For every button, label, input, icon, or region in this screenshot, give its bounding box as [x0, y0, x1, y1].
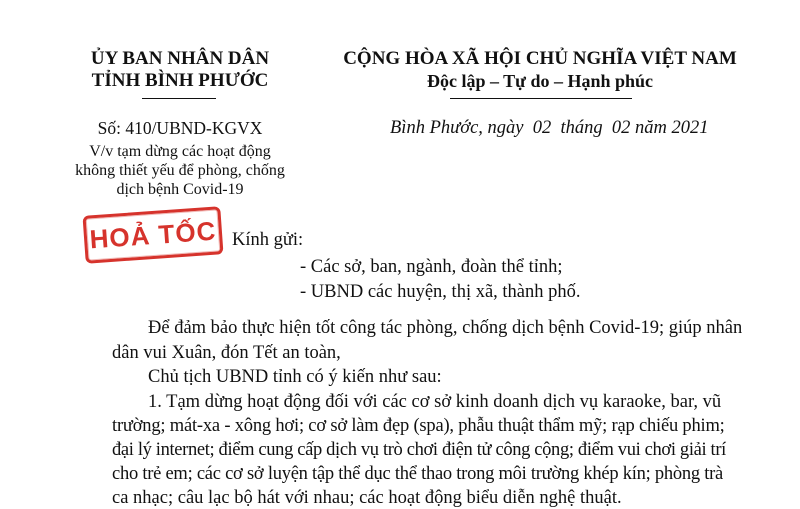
issuer-underline: [142, 98, 216, 99]
subject-line-3: dịch bệnh Covid-19: [116, 181, 244, 198]
body-line: trường; mát-xa - xông hơi; cơ sở làm đẹp (spa), phẫu thuật thẩm mỹ; rạp chiếu phim;: [112, 416, 725, 436]
urgent-stamp: HOẢ TỐC: [82, 206, 223, 264]
body-line: cho trẻ em; các cơ sở luyện tập thể dục thể thao trong môi trường khép kín; phòng trà: [112, 464, 723, 484]
issuer-province: TỈNH BÌNH PHƯỚC: [91, 70, 269, 91]
issuer-name: ỦY BAN NHÂN DÂN: [90, 48, 270, 69]
national-title: CỘNG HÒA XÃ HỘI CHỦ NGHĨA VIỆT NAM: [343, 48, 737, 69]
document-number: Số: 410/UBND-KGVX: [97, 118, 263, 138]
subject-line-2: không thiết yếu để phòng, chống: [75, 162, 285, 179]
motto-underline: [450, 98, 632, 99]
recipient-item: - UBND các huyện, thị xã, thành phố.: [300, 282, 581, 302]
subject-line-1: V/v tạm dừng các hoạt động: [89, 143, 271, 160]
body-line: ca nhạc; câu lạc bộ hát với nhau; các hoạt động biểu diễn nghệ thuật.: [112, 488, 622, 508]
body-line: 1. Tạm dừng hoạt động đối với các cơ sở kinh doanh dịch vụ karaoke, bar, vũ: [148, 392, 722, 412]
body-line: Chủ tịch UBND tỉnh có ý kiến như sau:: [148, 367, 442, 387]
recipients-label: Kính gửi:: [232, 230, 304, 250]
national-motto: Độc lập – Tự do – Hạnh phúc: [426, 71, 654, 91]
recipient-item: - Các sở, ban, ngành, đoàn thể tỉnh;: [300, 257, 563, 277]
body-line: Để đảm bảo thực hiện tốt công tác phòng, chống dịch bệnh Covid-19; giúp nhân: [148, 318, 743, 338]
body-line: dân vui Xuân, đón Tết an toàn,: [112, 343, 341, 363]
place-date: Bình Phước, ngày 02 tháng 02 năm 2021: [390, 118, 709, 138]
body-line: đại lý internet; điểm cung cấp dịch vụ trò chơi điện tử công cộng; điểm vui chơi giải trí: [112, 440, 726, 460]
